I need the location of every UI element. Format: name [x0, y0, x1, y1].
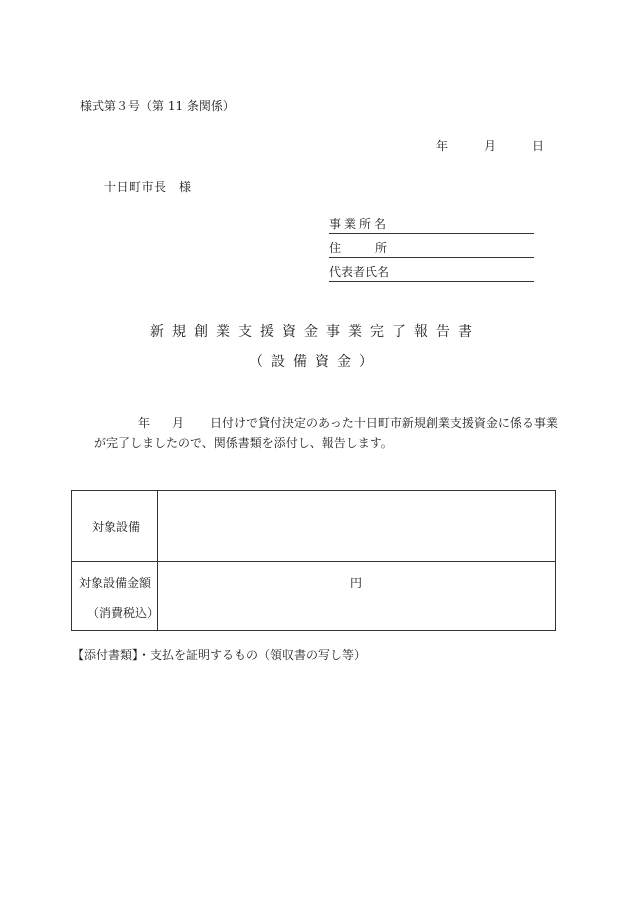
document-subtitle: （設備資金）: [249, 354, 381, 370]
representative-field[interactable]: [329, 263, 534, 282]
tax-included-label: （消費税込）: [87, 606, 160, 620]
body-year-label: 年: [138, 416, 151, 430]
body-month-label: 月: [172, 416, 185, 430]
form-number: 様式第３号（第 11 条関係）: [80, 99, 235, 113]
date-day-label: 日: [532, 139, 545, 153]
date-year-label: 年: [436, 139, 449, 153]
address-field[interactable]: [329, 239, 534, 258]
body-line-1-text: 日付けで貸付決定のあった十日町市新規創業支援資金に係る事業: [210, 416, 558, 430]
document-title: 新規創業支援資金事業完了報告書: [150, 324, 480, 340]
date-line: [436, 137, 546, 153]
equipment-amount-cell[interactable]: [158, 562, 555, 630]
body-line-2: が完了しましたので、関係書類を添付し、報告します。: [94, 436, 393, 450]
equipment-table: [71, 490, 556, 631]
office-name-field[interactable]: [329, 215, 534, 234]
equipment-amount-label: 対象設備金額: [79, 576, 152, 590]
date-month-label: 月: [484, 139, 497, 153]
representative-label: 代表者氏名: [329, 265, 390, 279]
address-label: 住所: [329, 241, 422, 255]
attachments-note: 【添付書類】・支払を証明するもの（領収書の写し等）: [72, 648, 367, 662]
equipment-value-cell[interactable]: [158, 492, 555, 560]
yen-unit-label: 円: [350, 576, 363, 590]
office-name-label: 事業所名: [329, 217, 390, 231]
addressee: 十日町市長 様: [104, 180, 192, 194]
equipment-label: 対象設備: [92, 520, 141, 534]
